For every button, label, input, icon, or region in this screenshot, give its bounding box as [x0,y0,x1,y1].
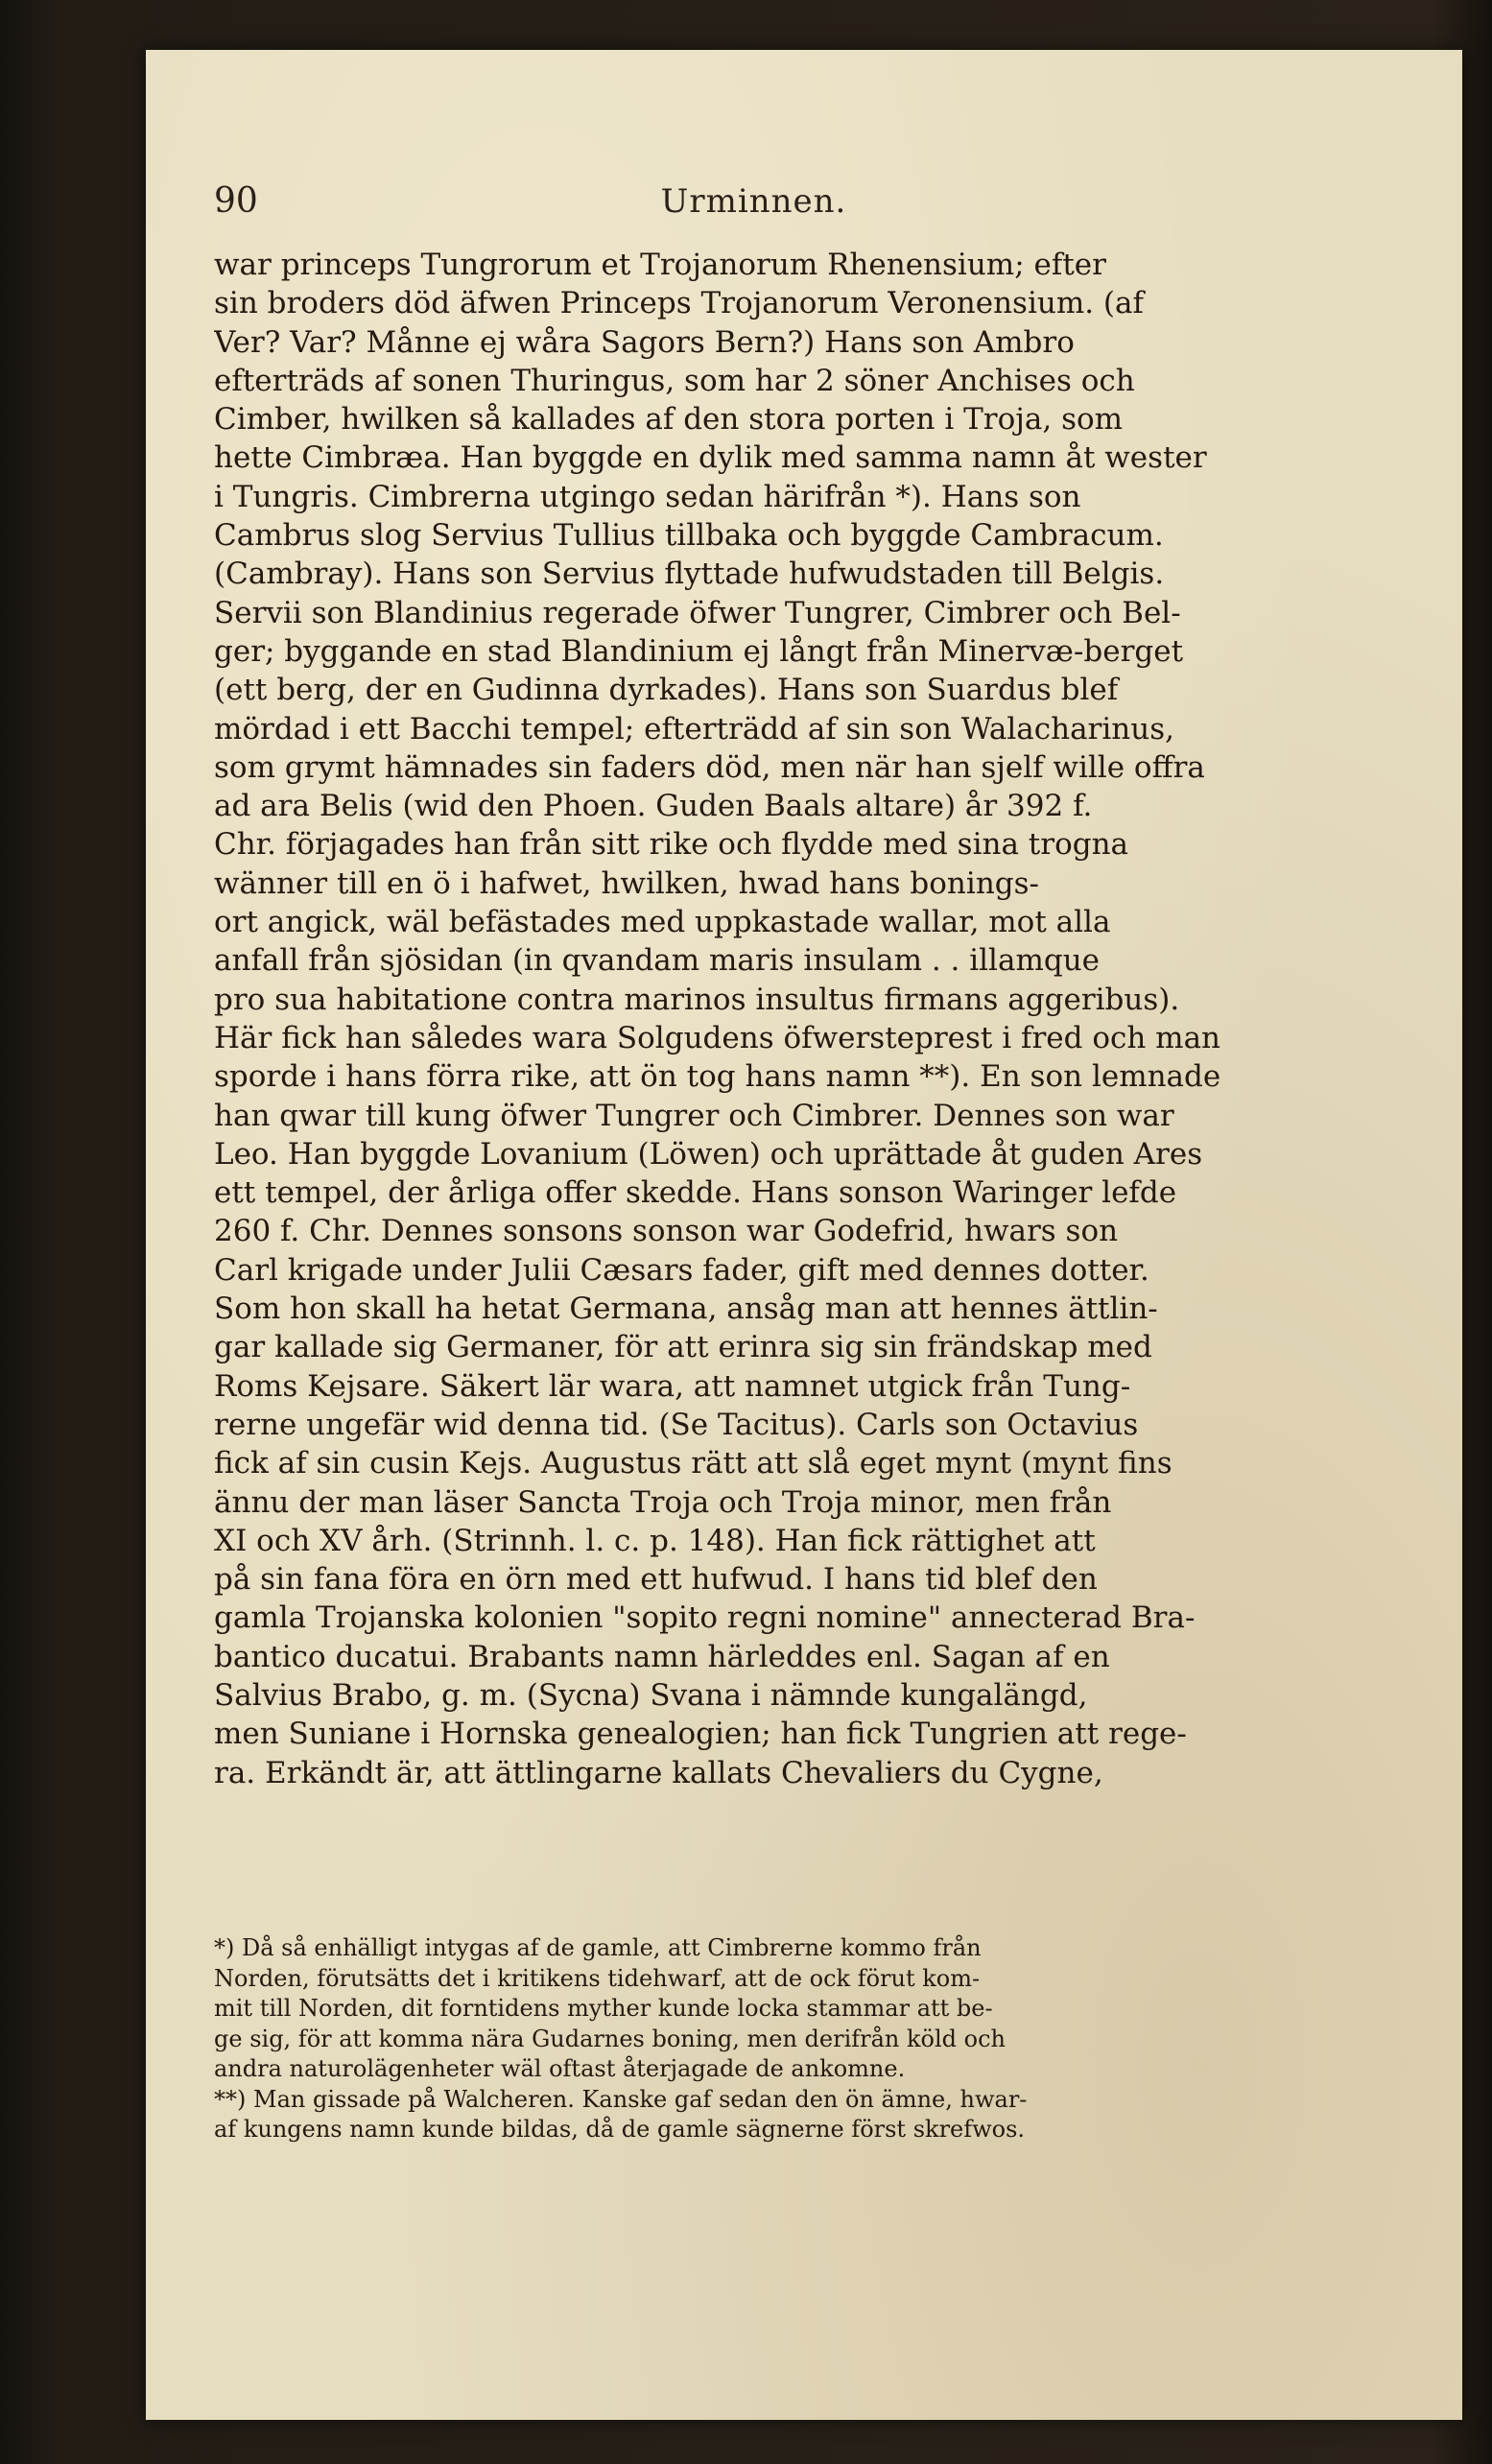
text-line: 260 f. Chr. Dennes sonsons sonson war Godefrid, hwars son [214,1214,1119,1249]
text-line: ännu der man läser Sancta Troja och Troja minor, men från [214,1484,1112,1520]
footnote-line: af kungens namn kunde bildas, då de gamle sägnerne först skrefwos. [214,2116,1026,2143]
text-line: gamla Trojanska kolonien "sopito regni nomine" annecterad Bra- [214,1600,1196,1636]
text-line: Cimber, hwilken så kallades af den stora porten i Troja, som [214,402,1124,438]
footnotes [214,1933,1293,2221]
text-line: Här fick han således wara Solgudens öfwersteprest i fred och man [214,1020,1221,1055]
text-line: Chr. förjagades han från sitt rike och flydde med sina trogna [214,827,1129,863]
text-line: fick af sin cusin Kejs. Augustus rätt att slå eget mynt (mynt fins [214,1446,1172,1481]
text-line: rerne ungefär wid denna tid. (Se Tacitus). Carls son Octavius [214,1407,1139,1442]
text-line: i Tungris. Cimbrerna utgingo sedan härifrån *). Hans son [214,479,1081,514]
text-line: Servii son Blandinius regerade öfwer Tungrer, Cimbrer och Bel- [214,595,1181,630]
text-line: ger; byggande en stad Blandinium ej långt från Minervæ-berget [214,633,1184,669]
text-line: Som hon skall ha hetat Germana, ansåg man att hennes ättlin- [214,1291,1158,1327]
page-number: 90 [214,181,258,221]
text-line: ort angick, wäl befästades med uppkastade wallar, mot alla [214,905,1111,940]
page-header [214,173,1293,230]
text-line: (Cambray). Hans son Servius flyttade hufwudstaden till Belgis. [214,557,1165,592]
text-line: wänner till en ö i hafwet, hwilken, hwad hans bonings- [214,865,1040,901]
book-page [146,50,1462,2420]
text-line: efterträds af sonen Thuringus, som har 2 söner Anchises och [214,363,1135,398]
text-line: Leo. Han byggde Lovanium (Löwen) och uprättade åt guden Ares [214,1136,1203,1172]
text-line: hette Cimbræa. Han byggde en dylik med samma namn åt wester [214,440,1207,476]
footnote-line: *) Då så enhälligt intygas af de gamle, att Cimbrerne kommo från [214,1934,982,1961]
text-line: war princeps Tungrorum et Trojanorum Rhenensium; efter [214,248,1106,282]
text-line: Carl krigade under Julii Cæsars fader, gift med dennes dotter. [214,1252,1149,1288]
text-line: sin broders död äfwen Princeps Trojanorum Veronensium. (af [214,286,1144,321]
text-line: Roms Kejsare. Säkert lär wara, att namnet utgick från Tung- [214,1368,1131,1404]
text-line: Salvius Brabo, g. m. (Sycna) Svana i nämnde kungalängd, [214,1677,1088,1713]
footnote-line: ge sig, för att komma nära Gudarnes boning, men derifrån köld och [214,2025,1007,2052]
text-line: mördad i ett Bacchi tempel; efterträdd af sin son Walacharinus, [214,711,1174,746]
footnote-line: **) Man gissade på Walcheren. Kanske gaf sedan den ön ämne, hwar- [214,2085,1028,2113]
text-line: ett tempel, der årliga offer skedde. Hans sonson Waringer lefde [214,1175,1177,1211]
text-line: pro sua habitatione contra marinos insultus firmans aggeribus). [214,982,1180,1017]
text-line: anfall från sjösidan (in qvandam maris insulam . . illamque [214,943,1101,979]
running-head: Urminnen. [660,182,847,221]
text-line: gar kallade sig Germaner, för att erinra sig sin frändskap med [214,1330,1152,1365]
text-line: (ett berg, der en Gudinna dyrkades). Hans son Suardus blef [214,673,1119,708]
text-line: Ver? Var? Månne ej wåra Sagors Bern?) Hans son Ambro [214,324,1075,360]
text-line: på sin fana föra en örn med ett hufwud. I hans tid blef den [214,1562,1098,1598]
text-line: som grymt hämnades sin faders död, men när han sjelf wille offra [214,749,1205,785]
text-line: ra. Erkändt är, att ättlingarne kallats Chevaliers du Cygne, [214,1755,1103,1790]
footnote-line: mit till Norden, dit forntidens myther kunde locka stammar att be- [214,1995,993,2022]
text-line: ad ara Belis (wid den Phoen. Guden Baals altare) år 392 f. [214,789,1093,824]
text-line: sporde i hans förra rike, att ön tog hans namn **). En son lemnade [214,1059,1221,1095]
text-line: men Suniane i Hornska genealogien; han fick Tungrien att rege- [214,1717,1187,1752]
footnote-line: andra naturolägenheter wäl oftast återjagade de ankomne. [214,2055,906,2082]
body-text [214,246,1293,1877]
text-line: XI och XV årh. (Strinnh. l. c. p. 148). Han fick rättighet att [214,1523,1096,1558]
text-line: Cambrus slog Servius Tullius tillbaka och byggde Cambracum. [214,518,1164,554]
text-line: han qwar till kung öfwer Tungrer och Cimbrer. Dennes son war [214,1098,1174,1133]
footnote-line: Norden, förutsätts det i kritikens tidehwarf, att de ock förut kom- [214,1964,981,1992]
text-line: bantico ducatui. Brabants namn härleddes enl. Sagan af en [214,1639,1110,1674]
